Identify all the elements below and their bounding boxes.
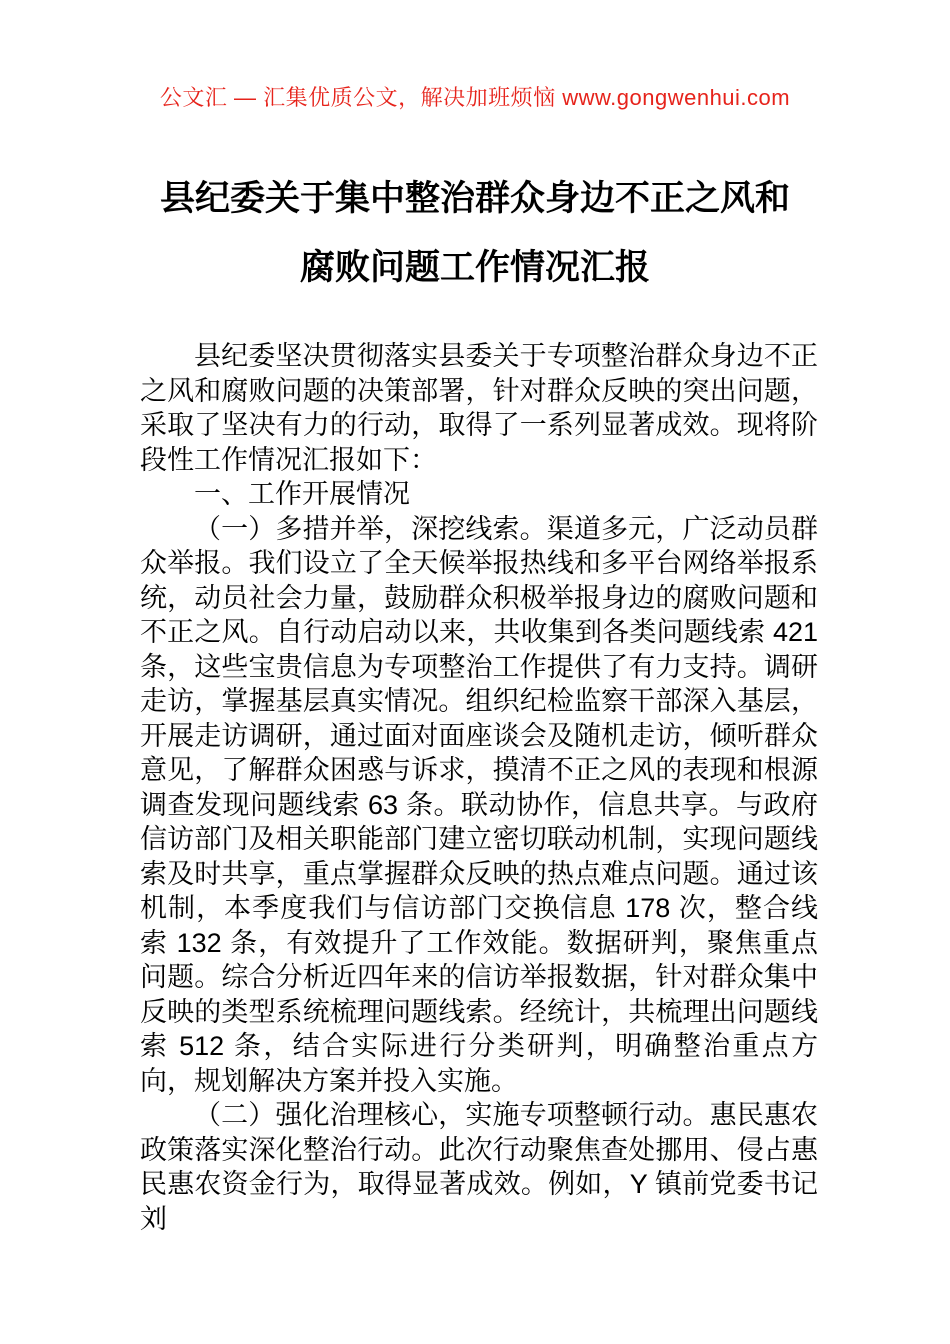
paragraph-section-2: （二）强化治理核心，实施专项整顿行动。惠民惠农政策落实深化整治行动。此次行动聚焦查处挪用、侵占惠民惠农资金行为，取得显著成效。例如，Y 镇前党委书记刘 — [140, 1100, 818, 1234]
title-line-2: 腐败问题工作情况汇报 — [299, 248, 650, 287]
promo-banner — [0, 83, 950, 113]
paragraph-section-1: （一）多措并举，深挖线索。渠道多元，广泛动员群众举报。我们设立了全天候举报热线和多平台网络举报系统，动员社会力量，鼓励群众积极举报身边的腐败问题和不正之风。自行动启动以来，共收集到各类问题线索 421 条，这些宝贵信息为专项整治工作提供了有力支持。调研走访，掌握基层真实情况。组织纪检监察干部深入基层，开展走访调研，通过面对面座谈会及随机走访，倾听群众意见，了解群众困惑与诉求，摸清不正之风的表现和根源调查发现问题线索 63 条。联动协作，信息共享。与政府信访部门及相关职能部门建立密切联动机制，实现问题线索及时共享，重点掌握群众反映的热点难点问题。通过该机制，本季度我们与信访部门交换信息 178 次，整合线索 132 条，有效提升了工作效能。数据研判，聚焦重点问题。综合分析近四年来的信访举报数据，针对群众集中反映的类型系统梳理问题线索。经统计，共梳理出问题线索 512 条，结合实际进行分类研判，明确整治重点方向，规划解决方案并投入实施。 — [140, 513, 818, 1096]
document-title — [0, 164, 950, 302]
section-heading: 一、工作开展情况 — [194, 479, 410, 509]
paragraph-intro: 县纪委坚决贯彻落实县委关于专项整治群众身边不正之风和腐败问题的决策部署，针对群众反映的突出问题，采取了坚决有力的行动，取得了一系列显著成效。现将阶段性工作情况汇报如下： — [140, 341, 818, 475]
document-body — [140, 339, 818, 1236]
title-line-1: 县纪委关于集中整治群众身边不正之风和 — [159, 179, 790, 218]
promo-text: 公文汇 — 汇集优质公文，解决加班烦恼 www.gongwenhui.com — [159, 85, 791, 110]
